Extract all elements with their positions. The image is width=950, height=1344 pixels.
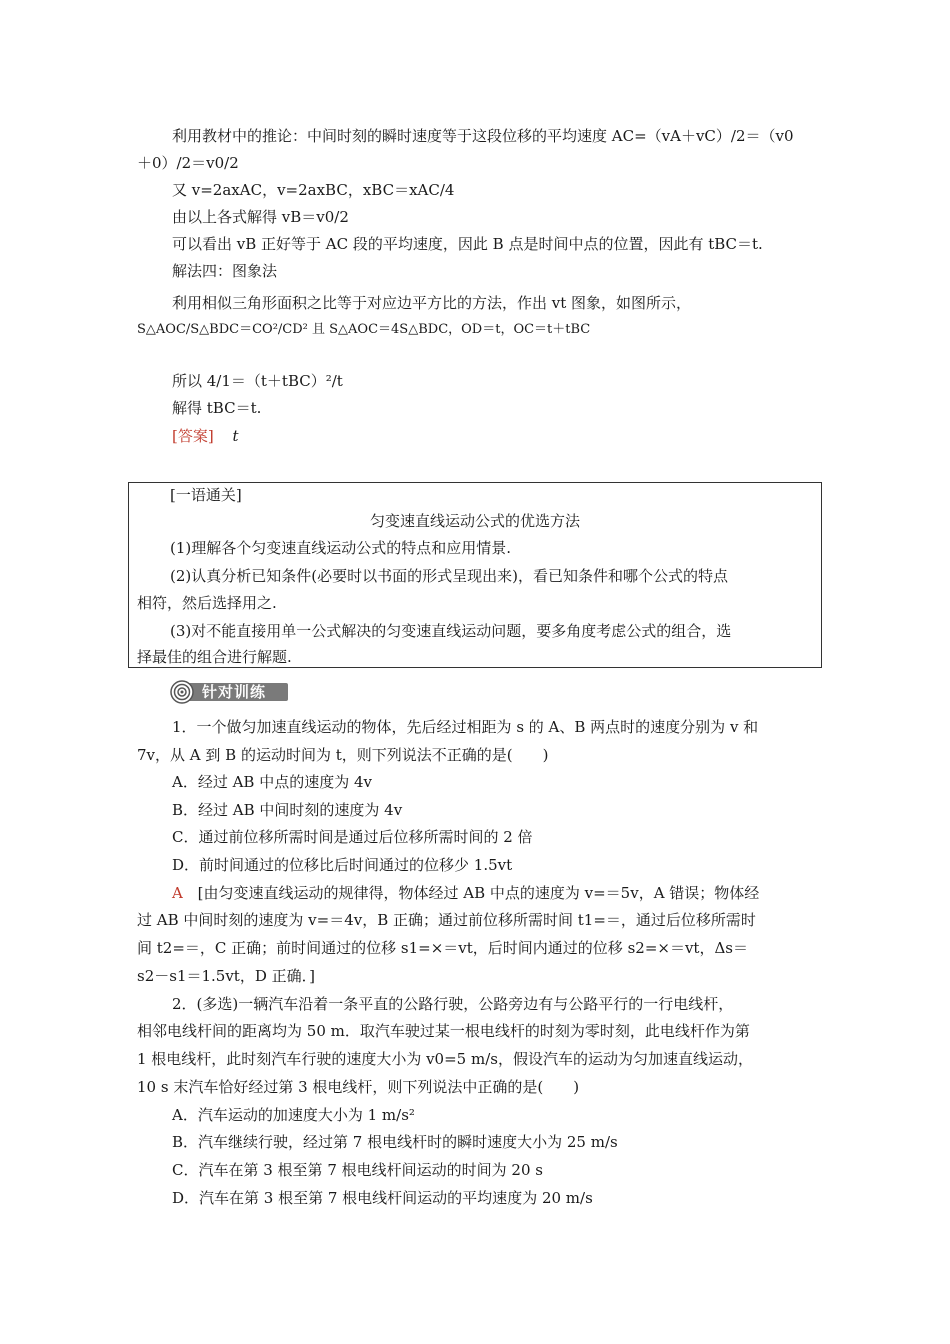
box-point: (2)认真分析已知条件(必要时以书面的形式呈现出来)，看已知条件和哪个公式的特点 bbox=[170, 567, 728, 585]
answer-line bbox=[172, 426, 239, 446]
solution-line: 利用相似三角形面积之比等于对应边平方比的方法，作出 vt 图象，如图所示， bbox=[172, 294, 692, 312]
explanation-line: s2－s1＝1.5vt，D 正确．] bbox=[137, 967, 315, 985]
solution-line: 所以 4/1＝（t＋tBC）²/t bbox=[172, 372, 343, 390]
solution-line: 由以上各式解得 vB＝v0/2 bbox=[172, 208, 349, 226]
explanation-text: [由匀变速直线运动的规律得，物体经过 AB 中点的速度为 v=＝5v，A 错误；物体经 bbox=[197, 884, 760, 902]
solution-line: ＋0）/2＝v0/2 bbox=[137, 154, 239, 172]
question-stem: 10 s 末汽车恰好经过第 3 根电线杆，则下列说法中正确的是( ) bbox=[137, 1078, 580, 1096]
question-stem: 2．(多选)一辆汽车沿着一条平直的公路行驶，公路旁边有与公路平行的一行电线杆， bbox=[172, 995, 734, 1013]
practice-badge bbox=[170, 680, 288, 704]
question-stem: 1．一个做匀加速直线运动的物体，先后经过相距为 s 的 A、B 两点时的速度分别为 v 和 bbox=[172, 718, 759, 736]
question-stem: 相邻电线杆间的距离均为 50 m．取汽车驶过某一根电线杆的时刻为零时刻，此电线杆作为第 bbox=[137, 1022, 750, 1040]
badge-label: 针对训练 bbox=[202, 683, 267, 701]
box-point: (3)对不能直接用单一公式解决的匀变速直线运动问题，要多角度考虑公式的组合，选 bbox=[170, 622, 732, 640]
summary-box bbox=[128, 482, 822, 668]
method-heading: 解法四：图象法 bbox=[172, 262, 278, 280]
option-b: B．汽车继续行驶，经过第 7 根电线杆时的瞬时速度大小为 25 m/s bbox=[172, 1133, 618, 1151]
explanation-line: 间 t2=＝，C 正确；前时间通过的位移 s1=×＝vt，后时间内通过的位移 s2=×＝vt，Δs＝ bbox=[137, 939, 748, 957]
answer-value: t bbox=[232, 427, 239, 445]
solution-line: 可以看出 vB 正好等于 AC 段的平均速度，因此 B 点是时间中点的位置，因此有 tBC＝t. bbox=[172, 235, 763, 253]
solution-line: 解得 tBC＝t. bbox=[172, 399, 262, 417]
option-d: D．前时间通过的位移比后时间通过的位移少 1.5vt bbox=[172, 856, 513, 874]
option-a: A．经过 AB 中点的速度为 4v bbox=[172, 773, 373, 791]
explanation-line bbox=[172, 883, 759, 903]
option-c: C．汽车在第 3 根至第 7 根电线杆间运动的时间为 20 s bbox=[172, 1161, 543, 1179]
box-point: 相符，然后选择用之. bbox=[137, 594, 277, 612]
option-a: A．汽车运动的加速度大小为 1 m/s² bbox=[172, 1106, 415, 1124]
answer-label: [答案] bbox=[172, 427, 214, 445]
question-stem: 7v，从 A 到 B 的运动时间为 t，则下列说法不正确的是( ) bbox=[137, 746, 549, 764]
answer-letter: A bbox=[172, 884, 183, 902]
solution-line: 又 v=2axAC，v=2axBC，xBC＝xAC/4 bbox=[172, 181, 455, 199]
box-tag: [一语通关] bbox=[170, 486, 242, 504]
solution-line: 利用教材中的推论：中间时刻的瞬时速度等于这段位移的平均速度 AC=（vA＋vC）/2＝（v0 bbox=[172, 127, 794, 145]
box-point: 择最佳的组合进行解题. bbox=[137, 648, 292, 666]
solution-line: S△AOC/S△BDC＝CO²/CD² 且 S△AOC＝4S△BDC，OD＝t，OC＝t＋tBC bbox=[137, 322, 591, 337]
option-d: D．汽车在第 3 根至第 7 根电线杆间运动的平均速度为 20 m/s bbox=[172, 1189, 593, 1207]
option-c: C．通过前位移所需时间是通过后位移所需时间的 2 倍 bbox=[172, 828, 533, 846]
target-icon bbox=[170, 680, 194, 704]
explanation-line: 过 AB 中间时刻的速度为 v=＝4v，B 正确；通过前位移所需时间 t1=＝，通过后位移所需时 bbox=[137, 911, 756, 929]
box-title: 匀变速直线运动公式的优选方法 bbox=[369, 512, 580, 530]
question-stem: 1 根电线杆，此时刻汽车行驶的速度大小为 v0=5 m/s，假设汽车的运动为匀加速直线运动， bbox=[137, 1050, 753, 1068]
box-point: (1)理解各个匀变速直线运动公式的特点和应用情景. bbox=[170, 539, 512, 557]
option-b: B．经过 AB 中间时刻的速度为 4v bbox=[172, 801, 403, 819]
